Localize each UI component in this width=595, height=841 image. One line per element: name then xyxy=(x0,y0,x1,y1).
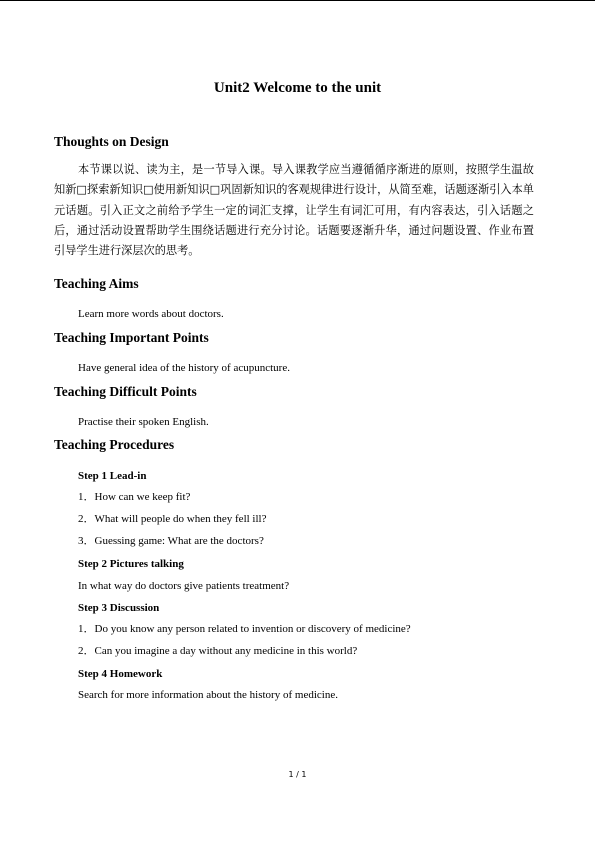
step1-item: 2．What will people do when they fell ill? xyxy=(78,513,267,525)
heading-teaching-important-points: Teaching Important Points xyxy=(54,330,209,345)
step1-item: 3．Guessing game: What are the doctors? xyxy=(78,535,264,547)
design-paragraph: 本节课以说、读为主，是一节导入课。导入课教学应当遵循循序渐进的原则，按照学生温故知新□探索新知识□使用新知识□巩固新知识的客观规律进行设计，从简至难，话题逐渐引入本单元话题。引入正文之前给予学生一定的词汇支撑，让学生有词汇可用，有内容表达，引入话题之后，通过活动设置帮助学生围绕话题进行充分讨论。话题要逐渐升华，通过问题设置、作业布置引导学生进行深层次的思考。 xyxy=(54,163,534,258)
page-number: 1 / 1 xyxy=(288,770,307,779)
top-rule xyxy=(0,0,595,1)
teaching-aims-text: Learn more words about doctors. xyxy=(78,308,224,320)
step3-title: Step 3 Discussion xyxy=(78,602,160,614)
step1-title: Step 1 Lead-in xyxy=(78,470,147,482)
step4-title: Step 4 Homework xyxy=(78,668,163,680)
step4-text: Search for more information about the history of medicine. xyxy=(78,689,338,701)
heading-thoughts-on-design: Thoughts on Design xyxy=(54,134,169,149)
step3-item: 2．Can you imagine a day without any medicine in this world? xyxy=(78,645,358,657)
teaching-difficult-points-text: Practise their spoken English. xyxy=(78,416,209,428)
step2-text: In what way do doctors give patients treatment? xyxy=(78,580,290,592)
heading-teaching-difficult-points: Teaching Difficult Points xyxy=(54,384,197,399)
step1-item: 1．How can we keep fit? xyxy=(78,491,191,503)
teaching-important-points-text: Have general idea of the history of acupuncture. xyxy=(78,362,290,374)
heading-teaching-procedures: Teaching Procedures xyxy=(54,437,175,452)
step3-item: 1．Do you know any person related to invention or discovery of medicine? xyxy=(78,623,411,635)
document-title: Unit2 Welcome to the unit xyxy=(213,80,382,96)
step2-title: Step 2 Pictures talking xyxy=(78,558,184,570)
heading-teaching-aims: Teaching Aims xyxy=(54,276,139,291)
